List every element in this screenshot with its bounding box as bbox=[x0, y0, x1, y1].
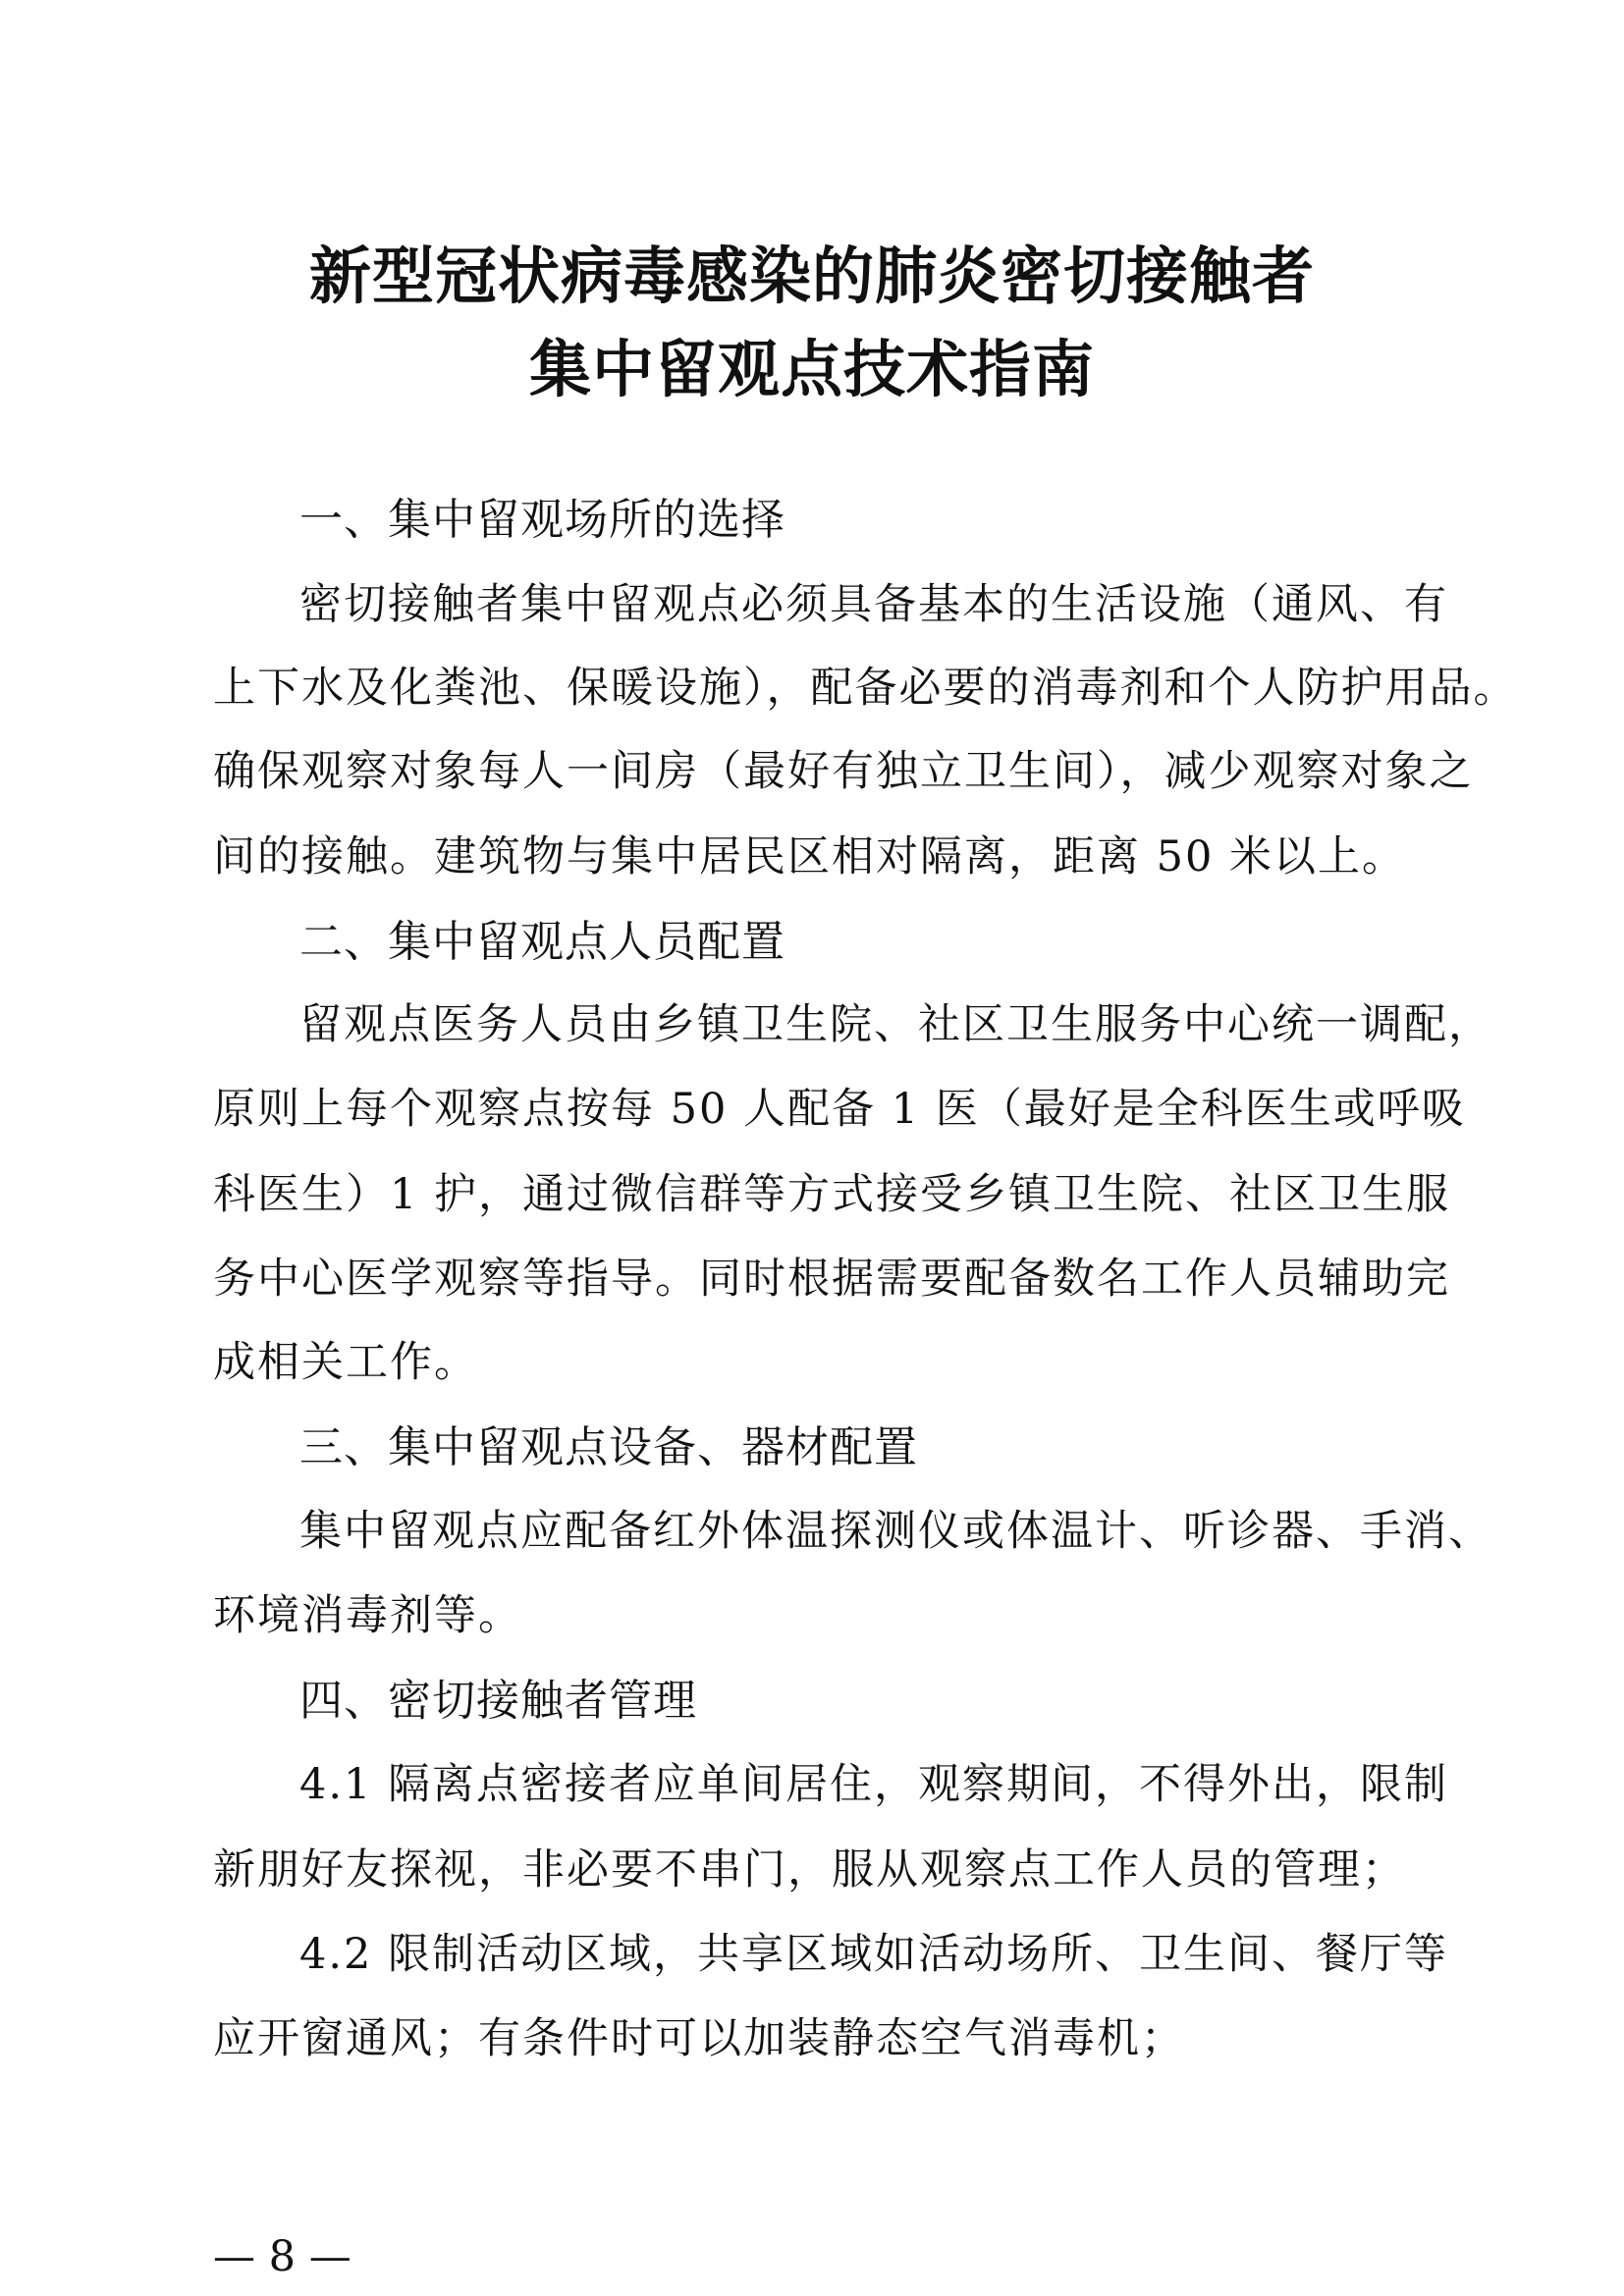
paragraph-line: 密切接触者集中留观点必须具备基本的生活设施（通风、有 bbox=[299, 580, 1448, 629]
paragraph-line: 原则上每个观察点按每 50 人配备 1 医（最好是全科医生或呼吸 bbox=[213, 1085, 1466, 1134]
document-title-line-2: 集中留观点技术指南 bbox=[529, 333, 1095, 405]
paragraph-line: 成相关工作。 bbox=[213, 1338, 478, 1387]
paragraph-line: 留观点医务人员由乡镇卫生院、社区卫生服务中心统一调配， bbox=[299, 1000, 1492, 1049]
paragraph-line: 4.2 限制活动区域，共享区域如活动场所、卫生间、餐厅等 bbox=[299, 1930, 1449, 1979]
section-heading-4: 四、密切接触者管理 bbox=[299, 1676, 697, 1726]
paragraph-line: 科医生）1 护，通过微信群等方式接受乡镇卫生院、社区卫生服 bbox=[213, 1170, 1451, 1219]
section-heading-2: 二、集中留观点人员配置 bbox=[299, 917, 785, 967]
paragraph-line: 应开窗通风；有条件时可以加装静态空气消毒机； bbox=[213, 2014, 1185, 2063]
paragraph-line: 上下水及化粪池、保暖设施），配备必要的消毒剂和个人防护用品。 bbox=[213, 664, 1518, 713]
paragraph-line: 新朋好友探视，非必要不串门，服从观察点工作人员的管理； bbox=[213, 1845, 1406, 1895]
document-title-line-1: 新型冠状病毒感染的肺炎密切接触者 bbox=[309, 240, 1315, 312]
page-number: — 8 — bbox=[213, 2232, 352, 2281]
paragraph-line: 间的接触。建筑物与集中居民区相对隔离，距离 50 米以上。 bbox=[213, 832, 1407, 881]
paragraph-line: 环境消毒剂等。 bbox=[213, 1591, 522, 1640]
paragraph-line: 确保观察对象每人一间房（最好有独立卫生间），减少观察对象之 bbox=[213, 747, 1474, 796]
section-heading-3: 三、集中留观点设备、器材配置 bbox=[299, 1422, 918, 1472]
paragraph-line: 4.1 隔离点密接者应单间居住，观察期间，不得外出，限制 bbox=[299, 1760, 1449, 1809]
section-heading-1: 一、集中留观场所的选择 bbox=[299, 495, 785, 545]
paragraph-line: 集中留观点应配备红外体温探测仪或体温计、听诊器、手消、 bbox=[299, 1507, 1492, 1556]
paragraph-line: 务中心医学观察等指导。同时根据需要配备数名工作人员辅助完 bbox=[213, 1255, 1450, 1304]
